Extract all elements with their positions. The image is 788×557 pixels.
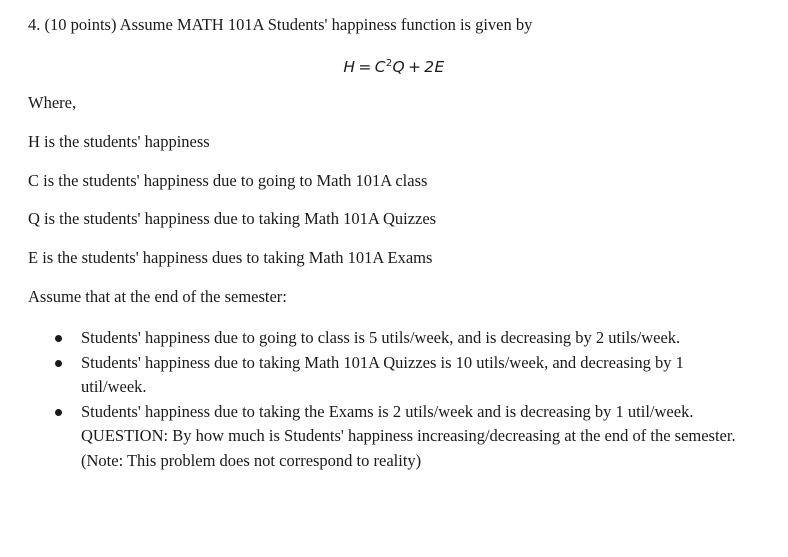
- list-item: [0, 351, 741, 400]
- equation-exponent: 2: [385, 58, 393, 69]
- question-text: QUESTION: By how much is Students' happiness increasing/decreasing at the end of the semester. (Note: This problem does not correspond to reality): [81, 426, 736, 470]
- bullet-text-class: Students' happiness due to going to class is 5 utils/week, and is decreasing by 2 utils/week.: [81, 328, 681, 347]
- equation-equals: =: [358, 58, 372, 76]
- equation-plus: +: [408, 58, 422, 76]
- assumption-intro: Assume that at the end of the semester:: [28, 287, 287, 306]
- equation-c-term: C: [374, 58, 386, 76]
- assumption-list: [0, 326, 788, 473]
- equation-q-term: Q: [392, 58, 405, 76]
- definition-e: E is the students' happiness dues to taking Math 101A Exams: [28, 248, 433, 267]
- list-item: [0, 326, 741, 351]
- definition-q: Q is the students' happiness due to taking Math 101A Quizzes: [28, 209, 437, 228]
- bullet-icon: [55, 409, 62, 416]
- definition-c: C is the students' happiness due to going to Math 101A class: [28, 171, 428, 190]
- bullet-text-quizzes: Students' happiness due to taking Math 101A Quizzes is 10 utils/week, and decreasing by 1 util/week.: [81, 352, 684, 396]
- happiness-equation: [0, 54, 788, 77]
- equation-e-term: 2E: [424, 58, 445, 76]
- bullet-icon: [55, 335, 62, 342]
- list-item: [0, 400, 741, 474]
- bullet-icon: [55, 360, 62, 367]
- bullet-text-exams: Students' happiness due to taking the Exams is 2 utils/week and is decreasing by 1 util/week.: [81, 401, 694, 421]
- definition-h: H is the students' happiness: [28, 132, 210, 151]
- where-label: Where,: [28, 93, 77, 112]
- equation-lhs: H: [343, 58, 356, 76]
- problem-header: 4. (10 points) Assume MATH 101A Students' happiness function is given by: [28, 15, 533, 34]
